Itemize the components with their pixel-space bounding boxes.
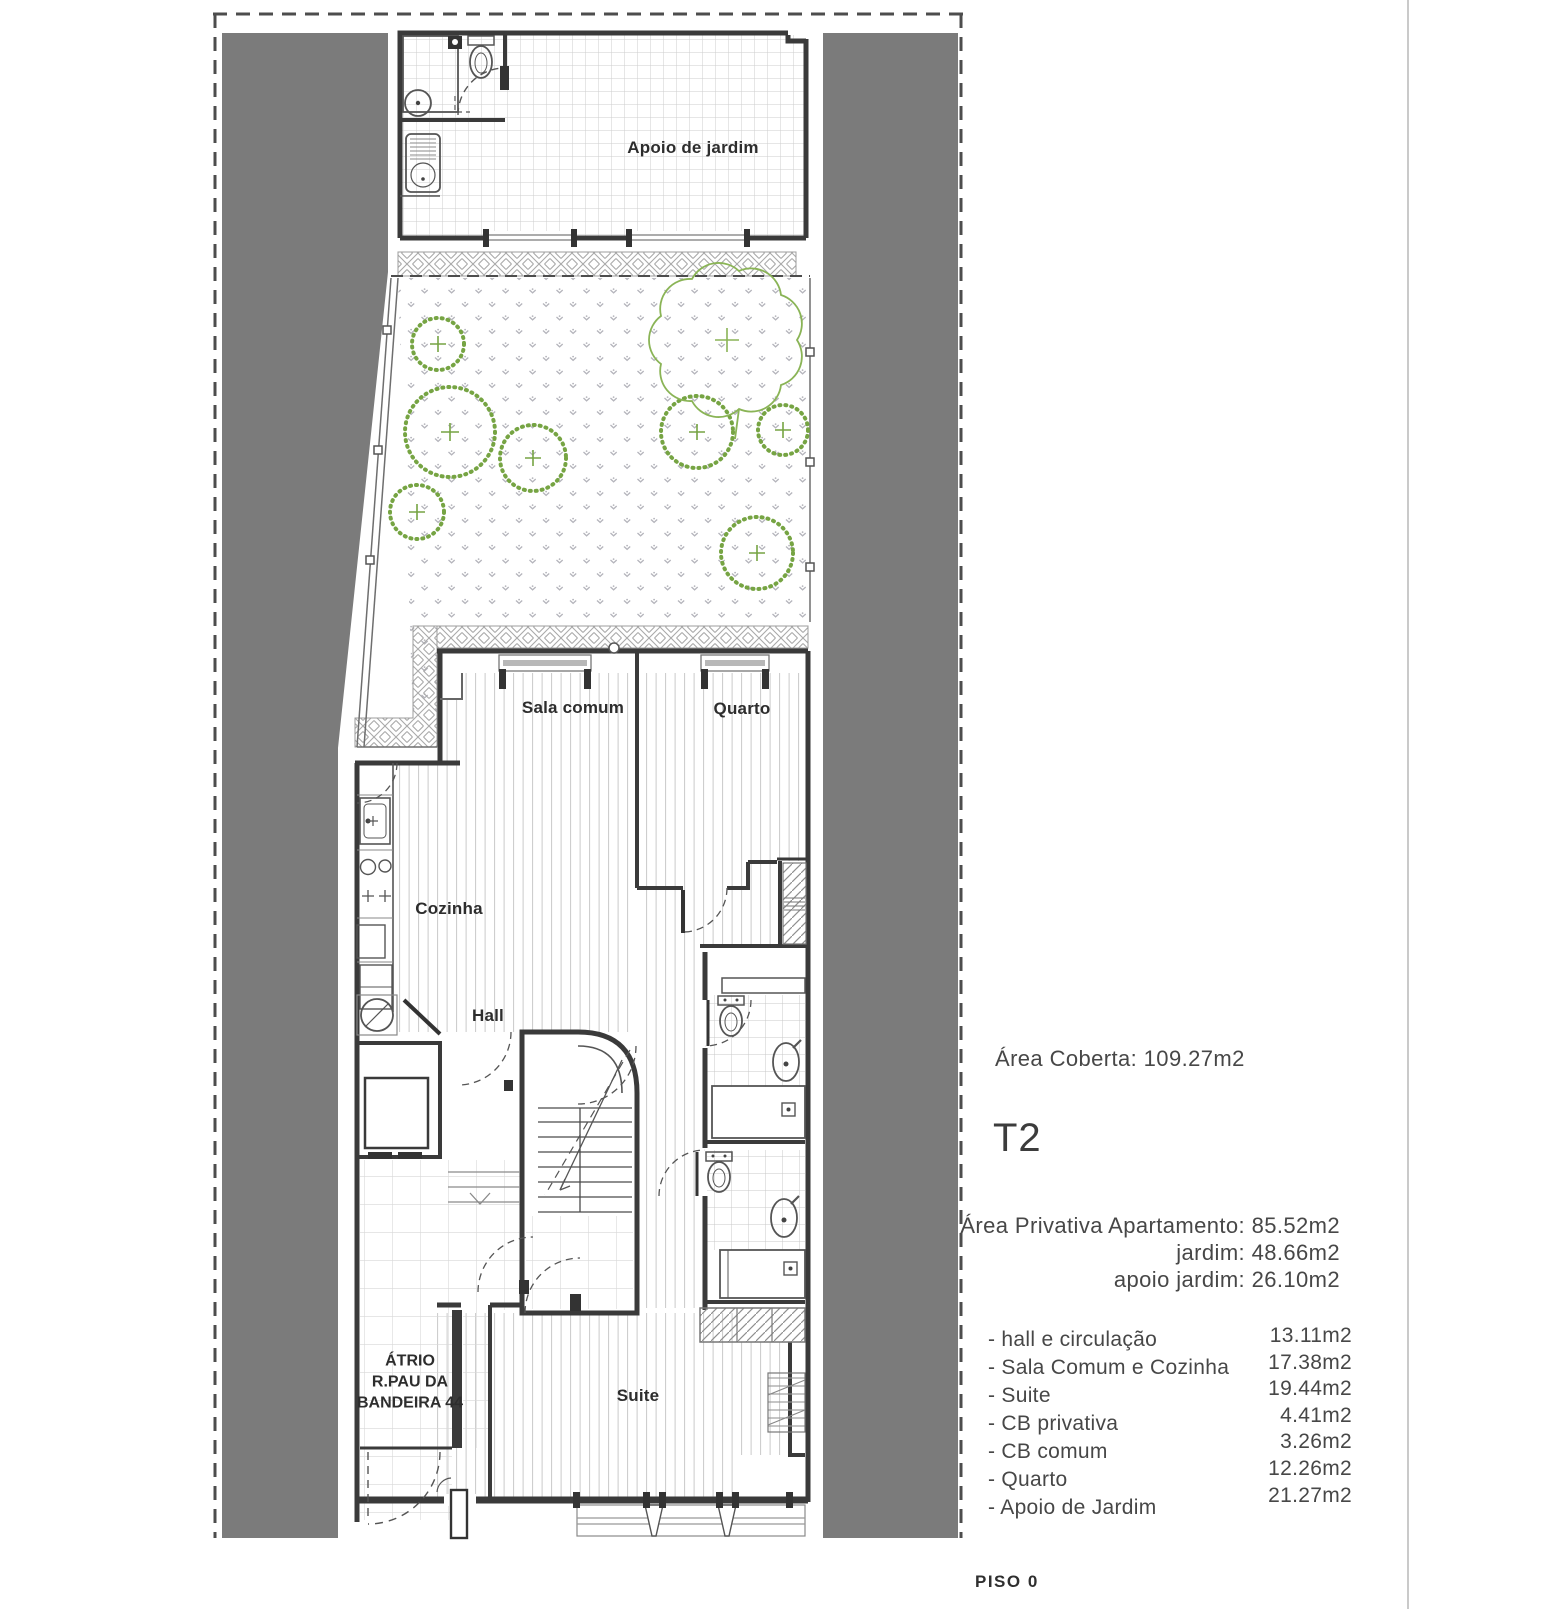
room-area-value: 17.38m2: [1268, 1350, 1352, 1374]
unit-type-title: T2: [993, 1116, 1042, 1160]
room-area-label: - Suite: [988, 1384, 1051, 1407]
area-coberta-text: Área Coberta: 109.27m2: [995, 1046, 1245, 1071]
bathtub-icon: [720, 1250, 805, 1298]
room-area-label: - Sala Comum e Cozinha: [988, 1356, 1230, 1379]
room-label-atrio: [357, 1351, 463, 1414]
laundry-basin-icon: [357, 995, 397, 1035]
room-label-quarto: Quarto: [713, 699, 771, 718]
floor-label: PISO 0: [975, 1572, 1039, 1591]
room-area-value: 3.26m2: [1280, 1430, 1352, 1454]
sink-icon: [360, 798, 390, 844]
bedroom-closet: [783, 863, 806, 944]
private-area-block: [900, 1212, 1340, 1293]
stove-icon: [361, 860, 392, 903]
private-area-line: apoio jardim: 26.10m2: [1113, 1267, 1340, 1292]
room-area-label: - Apoio de Jardim: [988, 1496, 1157, 1519]
right-neighbor-block: [823, 33, 958, 1538]
room-area-value: 12.26m2: [1268, 1456, 1352, 1480]
room-area-label: - hall e circulação: [988, 1328, 1158, 1351]
atrio-line: ÁTRIO: [385, 1352, 435, 1370]
room-area-label: - CB comum: [988, 1440, 1108, 1463]
room-label-sala-comum: Sala comum: [521, 698, 625, 717]
bathroom-shelf: [722, 978, 805, 993]
atrio-line: R.PAU DA: [371, 1373, 449, 1391]
room-area-label: - CB privativa: [988, 1412, 1119, 1435]
private-area-line: Área Privativa Apartamento: 85.52m2: [960, 1213, 1340, 1238]
room-label-hall: Hall: [472, 1006, 504, 1025]
survey-marker: [609, 643, 619, 653]
shower-tray-icon: [712, 1086, 805, 1138]
room-label-apoio-jardim: Apoio de jardim: [627, 138, 759, 157]
room-label-suite: Suite: [616, 1386, 660, 1405]
room-area-value: 21.27m2: [1268, 1483, 1352, 1507]
atrio-line: BANDEIRA 44: [356, 1394, 464, 1412]
suite-wardrobe: [700, 1308, 805, 1342]
room-label-cozinha: Cozinha: [415, 899, 483, 918]
private-area-line: jardim: 48.66m2: [1176, 1240, 1340, 1265]
suite-closet: [768, 1373, 805, 1432]
elevator: [357, 1043, 440, 1159]
room-area-value: 4.41m2: [1280, 1403, 1352, 1427]
room-area-value: 19.44m2: [1268, 1377, 1352, 1401]
room-area-value: 13.11m2: [1269, 1324, 1352, 1347]
room-area-list-values: [1052, 1323, 1352, 1509]
room-area-label: - Quarto: [988, 1468, 1068, 1491]
kitchen-counter: [357, 763, 397, 1035]
